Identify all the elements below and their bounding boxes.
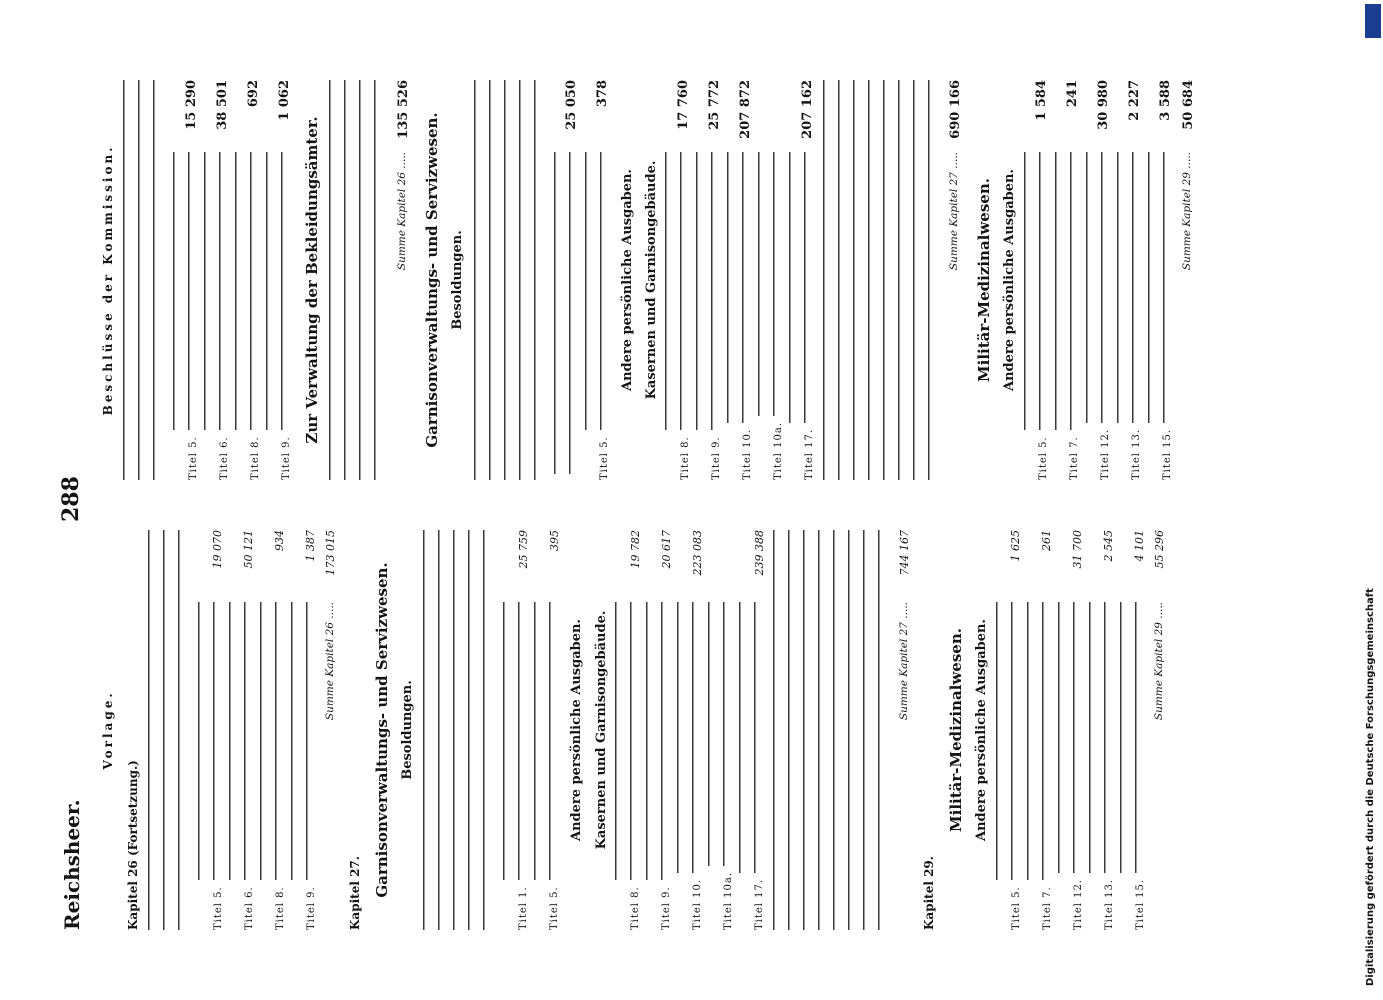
entry-text bbox=[1086, 152, 1114, 423]
entry-amount: 207 872 bbox=[737, 80, 753, 139]
entry-text bbox=[677, 602, 705, 873]
budget-entry bbox=[789, 80, 817, 480]
footer-credit: Digitalisierung gefördert durch die Deutsche Forschungsgemeinschaft bbox=[1365, 588, 1376, 986]
sub-heading: Andere persönliche Ausgaben. bbox=[974, 619, 990, 841]
entry-label: Titel 6. bbox=[243, 886, 255, 930]
budget-entry bbox=[1148, 80, 1176, 480]
entry-label: Titel 8. bbox=[249, 436, 261, 480]
budget-entry bbox=[1024, 80, 1052, 480]
budget-entry bbox=[266, 80, 294, 480]
sum-row bbox=[1180, 80, 1198, 480]
budget-entry bbox=[665, 80, 693, 480]
budget-entry bbox=[235, 80, 263, 480]
sub-heading: Andere persönliche Ausgaben. bbox=[1002, 169, 1018, 391]
entry-label: Titel 13. bbox=[1131, 428, 1143, 480]
chapter-26-cont: (Fortsetzung.) bbox=[126, 760, 141, 857]
sub-heading: Besoldungen. bbox=[400, 680, 415, 780]
left-column-title: Vorlage. bbox=[101, 690, 115, 770]
entry-amount: 1 387 bbox=[304, 530, 318, 562]
entry-text bbox=[996, 602, 1024, 880]
entry-text bbox=[1024, 152, 1052, 430]
sub-heading: Kasernen und Garnisongebäude. bbox=[593, 610, 609, 850]
entry-text bbox=[665, 152, 693, 430]
entry-amount: 17 760 bbox=[675, 80, 691, 130]
text-block bbox=[474, 80, 548, 480]
sub-heading: Andere persönliche Ausgaben. bbox=[619, 169, 635, 391]
entry-label: Titel 12. bbox=[1072, 878, 1084, 930]
entry-amount: 378 bbox=[595, 80, 611, 108]
entry-text bbox=[534, 602, 562, 880]
entries-27b bbox=[615, 530, 767, 930]
entry-label: Titel 5. bbox=[1010, 886, 1022, 930]
text-block bbox=[148, 530, 192, 930]
running-head: Reichsheer. bbox=[60, 799, 84, 930]
entry-label: Titel 13. bbox=[1103, 878, 1115, 930]
sum-row bbox=[947, 80, 965, 480]
budget-entry bbox=[1058, 530, 1086, 930]
entry-amount: 241 bbox=[1065, 80, 1081, 108]
entry-label: Titel 8. bbox=[680, 436, 692, 480]
sum-amount: 744 167 bbox=[898, 530, 912, 576]
budget-entry bbox=[198, 530, 226, 930]
entries-29 bbox=[996, 530, 1148, 930]
entry-text bbox=[173, 152, 201, 430]
budget-entry bbox=[503, 530, 531, 930]
entry-label: Titel 9. bbox=[711, 436, 723, 480]
sub-heading: Besoldungen. bbox=[450, 230, 466, 330]
entries-27a bbox=[554, 80, 613, 480]
entry-text bbox=[1027, 602, 1055, 880]
entry-label: Titel 10. bbox=[742, 428, 754, 480]
budget-entry bbox=[615, 530, 643, 930]
entry-text bbox=[1055, 152, 1083, 430]
sum-row bbox=[395, 80, 413, 480]
budget-entry bbox=[677, 530, 705, 930]
entry-label: Titel 7. bbox=[1069, 436, 1081, 480]
entry-label: Titel 5. bbox=[1038, 436, 1050, 480]
entry-text bbox=[260, 602, 288, 880]
section-heading: Militär-Medizinalwesen. bbox=[947, 628, 965, 832]
sum-label: Summe Kapitel 26 ..... bbox=[396, 152, 409, 271]
entry-amount: 207 162 bbox=[799, 80, 815, 139]
entry-label: Titel 5. bbox=[599, 436, 611, 480]
entry-amount: 25 050 bbox=[564, 80, 580, 130]
entries-27a bbox=[503, 530, 562, 930]
text-block bbox=[823, 80, 941, 480]
entry-amount: 2 227 bbox=[1127, 80, 1143, 121]
entry-text bbox=[1089, 602, 1117, 873]
entry-amount: 395 bbox=[547, 530, 561, 551]
entry-text bbox=[198, 602, 226, 880]
section-heading: Militär-Medizinalwesen. bbox=[974, 178, 993, 382]
entry-label: Titel 10a. bbox=[723, 871, 735, 930]
right-column bbox=[96, 80, 1202, 480]
budget-entry bbox=[996, 530, 1024, 930]
budget-entry bbox=[708, 530, 736, 930]
budget-entry bbox=[739, 530, 767, 930]
entry-text bbox=[646, 602, 674, 880]
budget-entry bbox=[585, 80, 613, 480]
entry-text bbox=[696, 152, 724, 430]
entry-amount: 20 617 bbox=[659, 530, 673, 569]
sum-label: Summe Kapitel 27 ..... bbox=[948, 152, 961, 271]
entry-amount: 1 584 bbox=[1034, 80, 1050, 121]
entry-text bbox=[229, 602, 257, 880]
budget-entry bbox=[291, 530, 319, 930]
budget-entry bbox=[1117, 80, 1145, 480]
entry-label: Titel 1. bbox=[518, 886, 530, 930]
entry-label: Titel 5. bbox=[212, 886, 224, 930]
entry-amount: 2 545 bbox=[1102, 530, 1116, 562]
entry-amount: 3 588 bbox=[1158, 80, 1174, 121]
entry-text bbox=[291, 602, 319, 880]
budget-entry bbox=[1120, 530, 1148, 930]
entry-label: Titel 7. bbox=[1041, 886, 1053, 930]
chapter-29-label: Kapitel 29. bbox=[921, 856, 936, 930]
budget-entry bbox=[1089, 530, 1117, 930]
entry-label: Titel 12. bbox=[1100, 428, 1112, 480]
sub-heading: Andere persönliche Ausgaben. bbox=[569, 619, 585, 841]
entry-label: Titel 17. bbox=[804, 428, 816, 480]
sum-amount: 50 684 bbox=[1180, 80, 1196, 130]
budget-entry bbox=[204, 80, 232, 480]
entries-27b bbox=[665, 80, 817, 480]
text-block bbox=[423, 530, 497, 930]
budget-entry bbox=[696, 80, 724, 480]
entry-text bbox=[1117, 152, 1145, 423]
entries-29 bbox=[1024, 80, 1176, 480]
sum-label: Summe Kapitel 29 ..... bbox=[1180, 152, 1193, 271]
entry-text bbox=[1058, 602, 1086, 873]
entry-text bbox=[727, 152, 755, 423]
entry-label: Titel 5. bbox=[549, 886, 561, 930]
budget-entry bbox=[260, 530, 288, 930]
sum-amount: 173 015 bbox=[324, 530, 338, 576]
entry-text bbox=[1148, 152, 1176, 423]
section-heading: Zur Verwaltung der Bekleidungsämter. bbox=[303, 116, 322, 444]
entry-text bbox=[266, 152, 294, 430]
section-heading: Garnisonverwaltungs- und Servizwesen. bbox=[372, 562, 391, 898]
entry-text bbox=[789, 152, 817, 423]
budget-entry bbox=[534, 530, 562, 930]
right-column-title: Beschlüsse der Kommission. bbox=[101, 144, 115, 416]
entry-text bbox=[585, 152, 613, 430]
entry-amount: 30 980 bbox=[1096, 80, 1112, 130]
text-block bbox=[329, 80, 389, 480]
budget-entry bbox=[1086, 80, 1114, 480]
entry-label: Titel 8. bbox=[274, 886, 286, 930]
sum-row bbox=[323, 530, 339, 930]
sum-label: Summe Kapitel 29 ..... bbox=[1152, 602, 1165, 721]
section-heading: Garnisonverwaltungs- und Servizwesen. bbox=[422, 112, 441, 448]
budget-entry bbox=[1027, 530, 1055, 930]
entry-text bbox=[758, 152, 786, 416]
sum-amount: 135 526 bbox=[396, 80, 412, 139]
entry-label: Titel 6. bbox=[218, 436, 230, 480]
sum-label: Summe Kapitel 27 ..... bbox=[898, 602, 911, 721]
budget-entry bbox=[1055, 80, 1083, 480]
entry-label: Titel 9. bbox=[280, 436, 292, 480]
entry-label: Titel 9. bbox=[305, 886, 317, 930]
chapter-26-label: Kapitel 26 bbox=[126, 860, 141, 930]
entry-amount: 15 290 bbox=[183, 80, 199, 130]
entry-label: Titel 5. bbox=[187, 436, 199, 480]
entries-26 bbox=[173, 80, 294, 480]
entry-amount: 223 083 bbox=[690, 530, 704, 576]
entry-label: Titel 9. bbox=[661, 886, 673, 930]
entry-label: Titel 10. bbox=[692, 878, 704, 930]
entry-amount: 1 062 bbox=[276, 80, 292, 121]
entry-text bbox=[503, 602, 531, 880]
left-column bbox=[96, 530, 1171, 930]
entry-text bbox=[1120, 602, 1148, 873]
entry-amount: 38 501 bbox=[214, 80, 230, 130]
entry-amount: 50 121 bbox=[242, 530, 256, 569]
budget-entry bbox=[173, 80, 201, 480]
entry-label: Titel 8. bbox=[630, 886, 642, 930]
entry-amount: 19 782 bbox=[628, 530, 642, 569]
entry-label: Titel 10a. bbox=[773, 421, 785, 480]
entry-text bbox=[235, 152, 263, 430]
entry-label: Titel 17. bbox=[754, 878, 766, 930]
sum-amount: 690 166 bbox=[948, 80, 964, 139]
text-block bbox=[123, 80, 167, 480]
entry-amount: 25 759 bbox=[516, 530, 530, 569]
text-block bbox=[773, 530, 891, 930]
entry-amount: 692 bbox=[245, 80, 261, 108]
entry-amount: 239 388 bbox=[752, 530, 766, 576]
entry-amount: 31 700 bbox=[1071, 530, 1085, 569]
budget-entry bbox=[646, 530, 674, 930]
entry-label: Titel 15. bbox=[1162, 428, 1174, 480]
budget-entry bbox=[554, 80, 582, 480]
entry-amount: 934 bbox=[273, 530, 287, 551]
budget-entry bbox=[229, 530, 257, 930]
entry-amount: 25 772 bbox=[706, 80, 722, 130]
sum-amount: 55 296 bbox=[1152, 530, 1166, 569]
entry-text bbox=[615, 602, 643, 880]
sub-heading: Kasernen und Garnisongebäude. bbox=[643, 160, 659, 400]
entries-26 bbox=[198, 530, 319, 930]
sum-label: Summe Kapitel 26 ..... bbox=[324, 602, 337, 721]
budget-entry bbox=[727, 80, 755, 480]
entry-label: Titel 15. bbox=[1134, 878, 1146, 930]
entry-amount: 4 101 bbox=[1133, 530, 1147, 562]
entry-amount: 1 625 bbox=[1009, 530, 1023, 562]
entry-text bbox=[708, 602, 736, 866]
entry-text bbox=[739, 602, 767, 873]
sum-row bbox=[897, 530, 913, 930]
entry-text bbox=[554, 152, 582, 474]
chapter-27-label: Kapitel 27. bbox=[347, 856, 362, 930]
chapter-heading bbox=[125, 530, 142, 930]
budget-entry bbox=[758, 80, 786, 480]
sum-row bbox=[1152, 530, 1168, 930]
entry-text bbox=[204, 152, 232, 430]
entry-amount: 261 bbox=[1040, 530, 1054, 551]
page-number: 288 bbox=[58, 476, 84, 522]
entry-amount: 19 070 bbox=[211, 530, 225, 569]
